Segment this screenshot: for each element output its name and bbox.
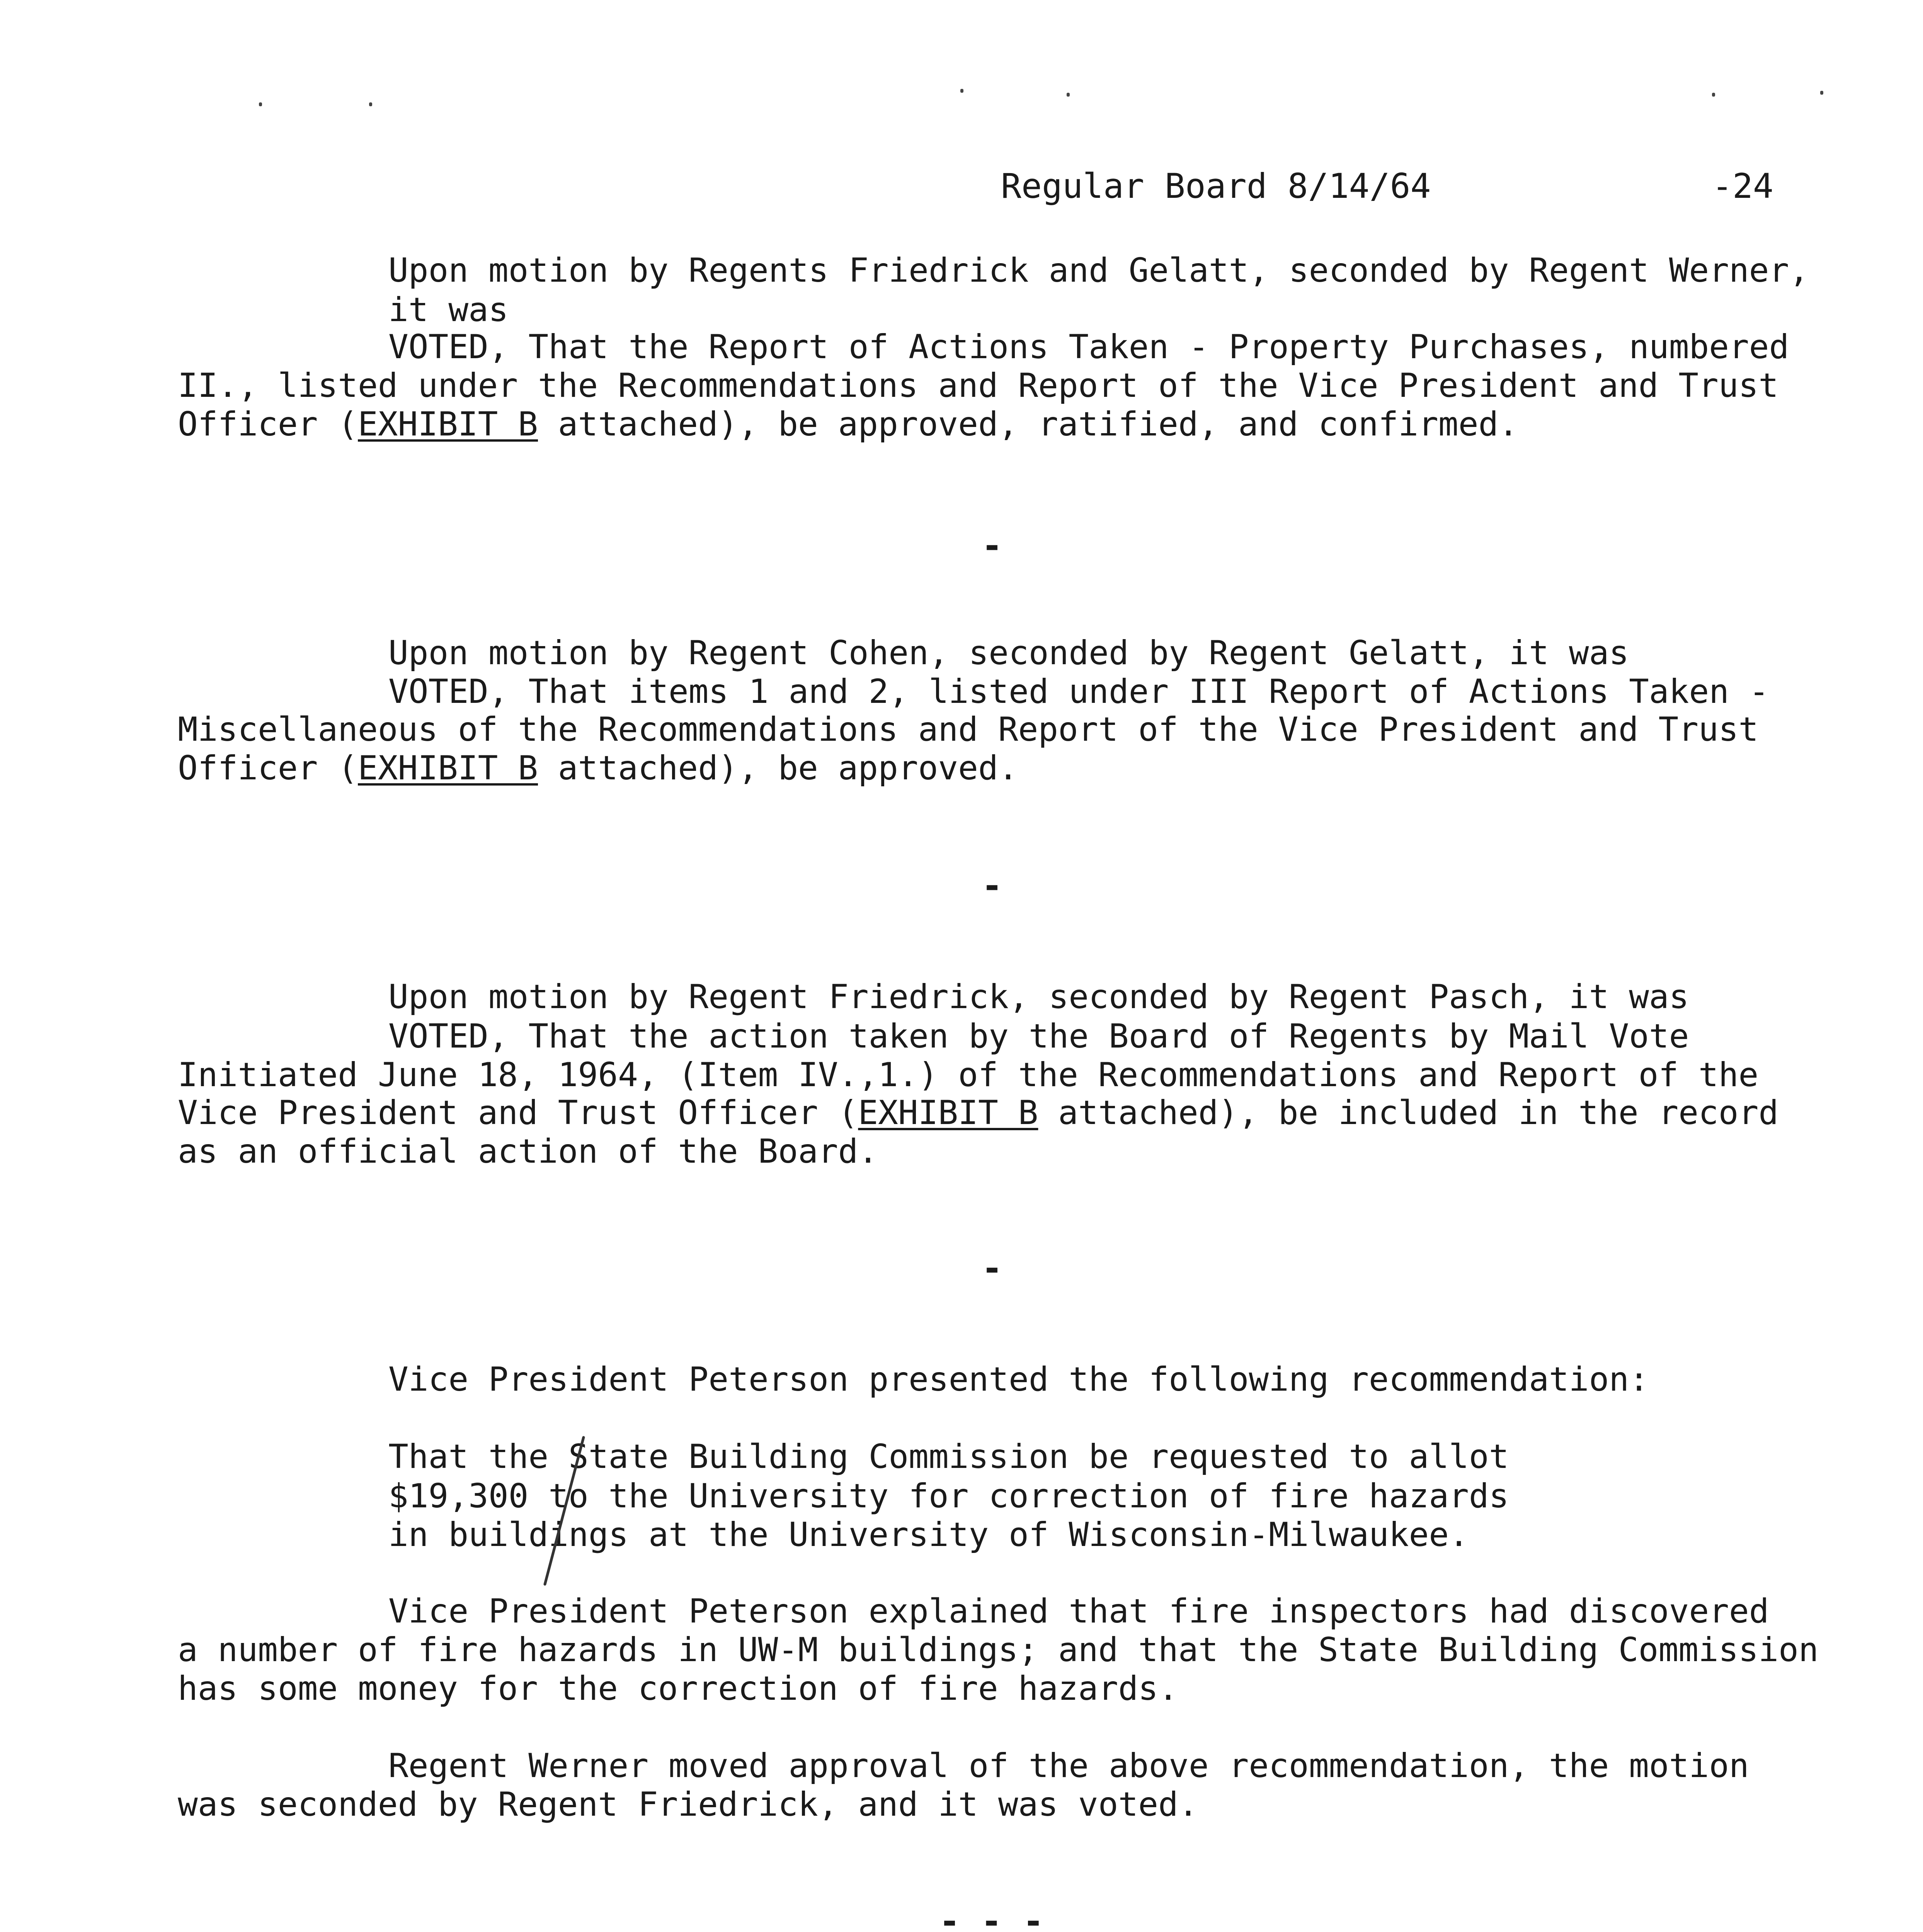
recommendation-line-3: in buildings at the University of Wisconsin-Milwaukee. [388, 1515, 1469, 1554]
section-1-line-3: VOTED, That the Report of Actions Taken - Property Purchases, numbered [388, 328, 1789, 366]
section-3-line-4 [178, 1094, 1778, 1132]
text-fragment: attached), be included in the record [1038, 1094, 1779, 1132]
section-3-line-2: VOTED, That the action taken by the Board of Regents by Mail Vote [388, 1017, 1689, 1056]
text-fragment: Officer ( [178, 405, 358, 444]
section-1-line-1: Upon motion by Regents Friedrick and Gelatt, seconded by Regent Werner, [388, 251, 1809, 290]
section-2-line-3: Miscellaneous of the Recommendations and Report of the Vice President and Trust [178, 710, 1759, 749]
text-fragment: Officer ( [178, 749, 358, 787]
scan-speck [960, 89, 963, 93]
page-header-number: -24 [1712, 166, 1773, 206]
section-separator-triple: - - - [939, 1901, 1044, 1932]
section-separator: - [982, 1248, 1003, 1289]
scan-speck [369, 102, 372, 106]
section-2-line-1: Upon motion by Regent Cohen, seconded by Regent Gelatt, it was [388, 634, 1629, 672]
exhibit-reference: EXHIBIT B [358, 749, 538, 787]
section-1-line-2: it was [388, 291, 509, 329]
explanation-line-2: a number of fire hazards in UW-M buildings; and that the State Building Commission [178, 1631, 1819, 1669]
section-1-line-5 [178, 405, 1518, 444]
text-fragment: attached), be approved, ratified, and confirmed. [538, 405, 1519, 444]
section-2-line-4 [178, 749, 1018, 787]
section-separator: - [982, 866, 1003, 906]
handwritten-strike-mark [522, 1430, 599, 1592]
vote-line-2: was seconded by Regent Friedrick, and it was voted. [178, 1785, 1198, 1824]
vote-line-1: Regent Werner moved approval of the above recommendation, the motion [388, 1747, 1749, 1785]
section-separator: - [982, 526, 1003, 566]
page-header-title: Regular Board 8/14/64 [1001, 166, 1431, 206]
scan-speck [259, 102, 262, 106]
section-2-line-2: VOTED, That items 1 and 2, listed under III Report of Actions Taken - [388, 672, 1769, 711]
exhibit-reference: EXHIBIT B [358, 405, 538, 444]
recommendation-line-2: $19,300 to the University for correction of fire hazards [388, 1477, 1509, 1515]
section-3-line-1: Upon motion by Regent Friedrick, seconded by Regent Pasch, it was [388, 978, 1689, 1016]
scan-speck [1712, 93, 1715, 97]
scan-speck [1067, 93, 1070, 97]
section-4-intro: Vice President Peterson presented the following recommendation: [388, 1360, 1649, 1399]
section-3-line-5: as an official action of the Board. [178, 1132, 878, 1171]
exhibit-reference: EXHIBIT B [858, 1094, 1038, 1132]
section-3-line-3: Initiated June 18, 1964, (Item IV.,1.) of the Recommendations and Report of the [178, 1056, 1759, 1094]
text-fragment: Vice President and Trust Officer ( [178, 1094, 858, 1132]
explanation-line-3: has some money for the correction of fire hazards. [178, 1669, 1178, 1708]
recommendation-line-1: That the State Building Commission be requested to allot [388, 1437, 1509, 1476]
section-1-line-4: II., listed under the Recommendations and Report of the Vice President and Trust [178, 366, 1779, 405]
explanation-line-1: Vice President Peterson explained that fire inspectors had discovered [388, 1592, 1769, 1631]
text-fragment: attached), be approved. [538, 749, 1018, 787]
scan-speck [1820, 91, 1823, 95]
